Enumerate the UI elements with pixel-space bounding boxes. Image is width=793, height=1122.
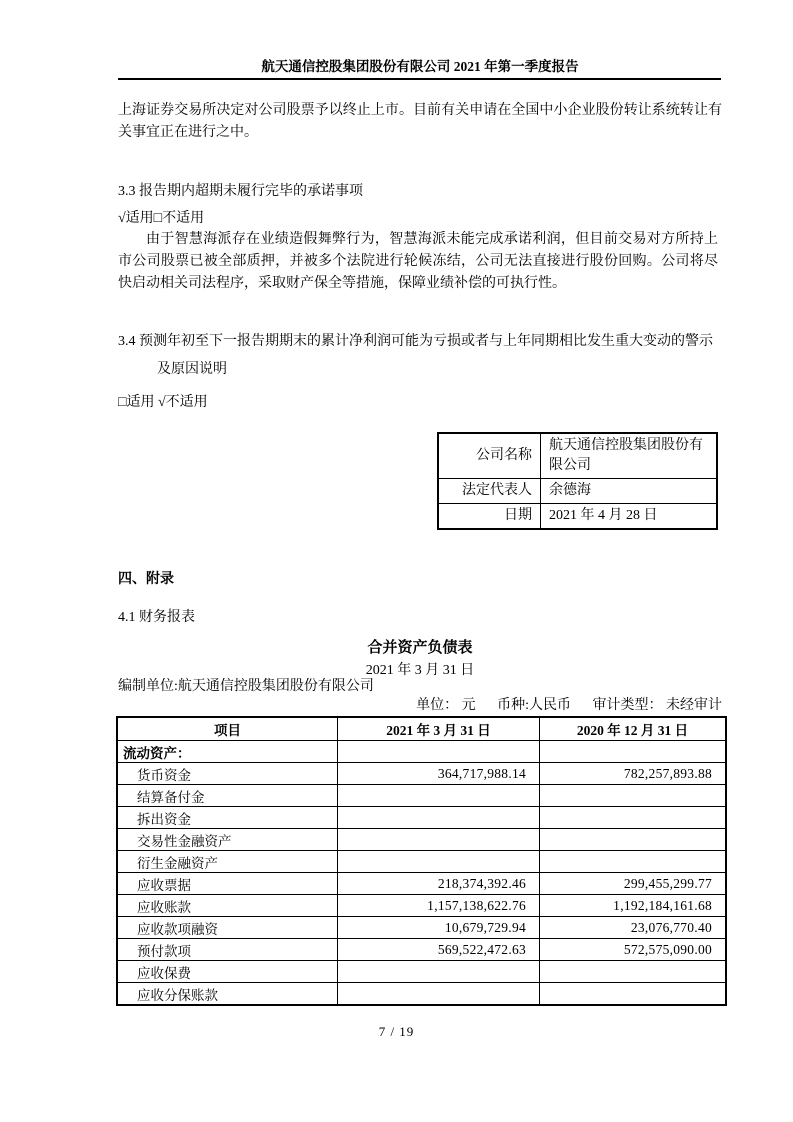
table-row [117,873,726,895]
section-4-heading: 四、附录 [118,572,174,587]
value-cell-2021 [338,785,540,807]
item-cell: 预付款项 [117,939,338,961]
audit-type-label: 审计类型： 未经审计 [592,698,722,713]
value-cell-2020 [540,741,727,763]
balance-sheet-date: 2021 年 3 月 31 日 [365,663,475,678]
item-cell: 交易性金融资产 [117,829,338,851]
signature-table [437,432,718,530]
balance-sheet-prepared-by: 编制单位:航天通信控股集团股份有限公司 [118,679,374,694]
signature-value: 航天通信控股集团股份有限公司 [541,433,718,479]
signature-value: 余德海 [541,479,718,504]
item-cell: 应收保费 [117,961,338,983]
table-row [117,829,726,851]
value-cell-2021: 569,522,472.63 [338,939,540,961]
table-row [117,807,726,829]
table-row [117,785,726,807]
item-cell: 拆出资金 [117,807,338,829]
currency-label: 币种:人民币 [497,698,571,713]
signature-label: 日期 [438,504,541,530]
section-3-4-applicability: □适用 √不适用 [118,395,208,410]
intro-paragraph: 上海证券交易所决定对公司股票予以终止上市。目前有关申请在全国中小企业股份转让系统转让有关事宜正在进行之中。 [118,103,722,140]
value-cell-2020: 782,257,893.88 [540,763,727,785]
balance-sheet-body [117,741,726,1006]
table-row [117,961,726,983]
section-3-3-heading: 3.3 报告期内超期未履行完毕的承诺事项 [118,184,363,199]
table-header-row [117,717,726,741]
value-cell-2021 [338,961,540,983]
column-header-item: 项目 [117,717,338,741]
value-cell-2020: 23,076,770.40 [540,917,727,939]
item-cell: 应收票据 [117,873,338,895]
table-row [117,851,726,873]
item-cell: 流动资产： [117,741,338,763]
value-cell-2020 [540,851,727,873]
signature-row [438,433,717,479]
table-row [117,741,726,763]
value-cell-2021 [338,741,540,763]
table-row [117,939,726,961]
table-row [117,895,726,917]
signature-label: 公司名称 [438,433,541,479]
item-cell: 货币资金 [117,763,338,785]
value-cell-2020 [540,829,727,851]
value-cell-2021 [338,829,540,851]
value-cell-2021: 10,679,729.94 [338,917,540,939]
signature-row [438,479,717,504]
signature-row [438,504,717,530]
value-cell-2020: 1,192,184,161.68 [540,895,727,917]
value-cell-2020 [540,983,727,1006]
section-3-3-applicability: √适用□不适用 [118,211,205,226]
header-rule [118,78,721,80]
balance-sheet-title: 合并资产负债表 [367,640,473,656]
item-cell: 衍生金融资产 [117,851,338,873]
table-row [117,763,726,785]
item-cell: 应收分保账款 [117,983,338,1006]
value-cell-2021 [338,983,540,1006]
signature-label: 法定代表人 [438,479,541,504]
table-row [117,917,726,939]
section-4-1-heading: 4.1 财务报表 [118,610,195,625]
item-cell: 应收账款 [117,895,338,917]
value-cell-2021: 364,717,988.14 [338,763,540,785]
unit-label: 单位： 元 [416,698,476,713]
value-cell-2021: 1,157,138,622.76 [338,895,540,917]
value-cell-2020 [540,785,727,807]
value-cell-2021: 218,374,392.46 [338,873,540,895]
column-header-2020-12-31: 2020 年 12 月 31 日 [540,717,727,741]
signature-value: 2021 年 4 月 28 日 [541,504,718,530]
value-cell-2021 [338,851,540,873]
report-header-title: 航天通信控股集团股份有限公司 2021 年第一季度报告 [261,59,579,74]
value-cell-2020 [540,961,727,983]
balance-sheet-meta-line [118,694,722,714]
balance-sheet-table [116,716,727,1006]
value-cell-2020 [540,807,727,829]
column-header-2021-03-31: 2021 年 3 月 31 日 [338,717,540,741]
value-cell-2021 [338,807,540,829]
value-cell-2020: 572,575,090.00 [540,939,727,961]
section-3-4-heading: 3.4 预测年初至下一报告期期末的累计净利润可能为亏损或者与上年同期相比发生重大变动的警示及原因说明 [118,334,713,377]
item-cell: 结算备付金 [117,785,338,807]
value-cell-2020: 299,455,299.77 [540,873,727,895]
table-row [117,983,726,1006]
item-cell: 应收款项融资 [117,917,338,939]
page-number: 7 / 19 [378,1024,415,1039]
signature-table-body [438,433,717,529]
section-3-3-body: 由于智慧海派存在业绩造假舞弊行为，智慧海派未能完成承诺利润，但目前交易对方所持上市公司股票已被全部质押，并被多个法院进行轮候冻结，公司无法直接进行股份回购。公司将尽快启动相关司法程序，采取财产保全等措施，保障业绩补偿的可执行性。 [118,232,718,291]
